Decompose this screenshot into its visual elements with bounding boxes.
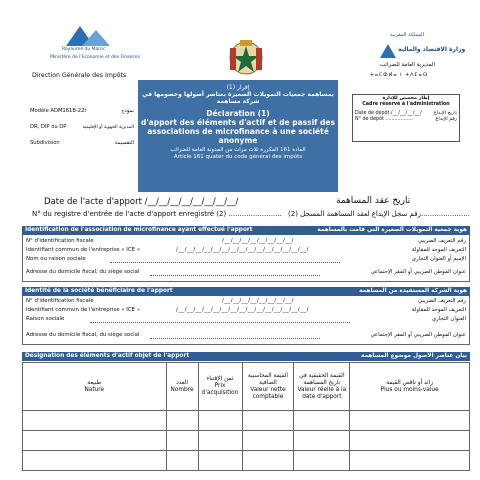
- meta-model: Modèle ADM161B-22I نموذج: [30, 108, 134, 114]
- col-prix: ثمن الإقتناء Prix d'acquisition: [198, 363, 242, 411]
- title-banner: [138, 80, 338, 192]
- registry-line-ar: رقم سجل الإيداع لعقد المساهمة المسجل (2)......................: [288, 210, 470, 218]
- cell[interactable]: [23, 451, 167, 471]
- left-logo: [62, 22, 118, 48]
- s1-row-name[interactable]: Nom ou raison sociale الإسم أو العنوان التجاري: [26, 256, 466, 262]
- s1-address-fill-line[interactable]: [150, 275, 320, 276]
- cell[interactable]: [23, 431, 167, 451]
- left-dgi: Direction Générale des Impôts: [32, 72, 127, 79]
- s2-row-name[interactable]: Raison sociale العنوان التجاري: [26, 316, 466, 322]
- cell[interactable]: [166, 431, 198, 451]
- cell[interactable]: [294, 431, 350, 451]
- banner-fr-title-2: d'apport des éléments d'actif et de passif des associations de microfinance à une société anonyme: [141, 118, 335, 145]
- banner-fr-article: Article 161 quater du code général des impôts: [173, 154, 303, 160]
- section1-header: Identification de l'association de microfinance ayant effectué l'apport هوية جمعية التمويلات الصغيرة التي قامت بالمساهمة: [22, 226, 470, 235]
- ministry-logo-right-icon: [378, 42, 398, 60]
- s2-row-if[interactable]: N° d'identification fiscale /__/__/__/__/__/__/__/__/ رقم التعريف الضريبي: [26, 298, 466, 304]
- cell[interactable]: [198, 451, 242, 471]
- cell[interactable]: [294, 411, 350, 431]
- left-ministry: Ministère de l'Economie et des Finances: [50, 55, 141, 60]
- table-row[interactable]: [23, 411, 470, 431]
- right-dgi: المديرية العامة للضرائب: [380, 62, 435, 68]
- s1-row-if[interactable]: N° d'identification fiscale /__/__/__/__/__/__/__/__/ رقم التعريف الضريبي: [26, 238, 466, 244]
- cell[interactable]: [242, 411, 294, 431]
- col-valeur-reelle: القيمة الحقيقية في تاريخ المساهمة Valeur réelle à la date d'apport: [294, 363, 350, 411]
- coat-of-arms: [224, 36, 268, 80]
- right-tifinagh: ⵜⴰⵎⵀⵍⴰ ⵏ ⵜⴷⵎⴰⵙ: [370, 72, 429, 78]
- s1-row-address[interactable]: Adresse du domicile fiscal, du siège social عنوان الموطن الضريبي أو المقر الإجتماعي: [26, 269, 466, 275]
- left-ministry-small: Royaume du Maroc: [62, 47, 106, 52]
- cell[interactable]: [198, 431, 242, 451]
- table-row[interactable]: [23, 451, 470, 471]
- ministry-logo-icon: [62, 22, 118, 48]
- cell[interactable]: [350, 451, 470, 471]
- banner-ar-article: المادة 161 المكررة ثلاث مرات من المدونة العامة للضرائب: [170, 147, 306, 153]
- banner-fr-title-1: Déclaration (1): [206, 109, 270, 118]
- cell[interactable]: [350, 411, 470, 431]
- date-line-ar: تاريخ عقد المساهمة: [336, 196, 411, 206]
- right-ministry: وزارة الاقتصاد والمالية: [398, 46, 466, 53]
- right-sub: المملكة المغربية: [390, 32, 424, 38]
- meta-subdivision: Subdivision التقسيمة: [30, 140, 134, 146]
- date-line-fr[interactable]: Date de l'acte d'apport /__/__/__/__/__/__/__/__/: [44, 197, 239, 207]
- s1-row-ice[interactable]: Identifiant commun de l'entreprise « ICE » /__/__/__/__/__/__/__/__/__/__/__/__/__/__/__/ التعريف الموحد للمقاولة: [26, 247, 466, 253]
- cell[interactable]: [350, 431, 470, 451]
- admin-box: إطار مخصص للإدارة Cadre réservé à l'administration Date de dépôt /__/__/__/__/ تاريخ الإيداع N° de dépôt .................. رقم الإيداع: [352, 94, 460, 142]
- section2-header: Identité de la société bénéficiaire de l'apport هوية الشركة المستفيدة من المساهمة: [22, 287, 470, 296]
- s2-row-address[interactable]: Adresse du domicile fiscal, du siège social عنوان الموطن الضريبي أو المقر الإجتماعي: [26, 332, 466, 338]
- cell[interactable]: [294, 451, 350, 471]
- col-nature: طبيعة Nature: [23, 363, 167, 411]
- cell[interactable]: [166, 451, 198, 471]
- coat-of-arms-icon: [224, 36, 268, 80]
- col-vnc: القيمة المحاسبية الصافية Valeur nette comptable: [242, 363, 294, 411]
- banner-ar-title-2: بمساهمة جمعيات التمويلات الصغيرة بعناصر أصولها وخصومها في شركة مساهمة: [142, 91, 334, 105]
- cell[interactable]: [166, 411, 198, 431]
- s2-name-fill-line[interactable]: [90, 322, 350, 323]
- banner-ar-title-1: إقرار (1): [226, 84, 250, 91]
- s1-name-fill-line[interactable]: [110, 262, 340, 263]
- col-nombre: العدد Nombre: [166, 363, 198, 411]
- col-plus-value: زائد أو ناقص القيمة Plus ou moins-value: [350, 363, 470, 411]
- table-row[interactable]: [23, 431, 470, 451]
- right-logo: [378, 42, 398, 60]
- assets-table-header: [23, 363, 470, 411]
- s2-address-fill-line[interactable]: [150, 338, 320, 339]
- cell[interactable]: [242, 451, 294, 471]
- cell[interactable]: [242, 431, 294, 451]
- registry-line-fr[interactable]: N° du registre d'entrée de l'acte d'apport enregistré (2) ........................: [32, 210, 282, 218]
- meta-dr: DR, DIP ou DP المديرية الجهوية أو الإقليمية: [30, 124, 134, 130]
- section3-header: Désignation des éléments d'actif objet de l'apport بيان عناصر الأصول موضوع المساهمة: [22, 352, 470, 361]
- assets-table: [22, 362, 470, 471]
- cell[interactable]: [198, 411, 242, 431]
- s2-row-ice[interactable]: Identifiant commun de l'entreprise « ICE » /__/__/__/__/__/__/__/__/__/__/__/__/__/__/__/ التعريف الموحد للمقاولة: [26, 307, 466, 313]
- cell[interactable]: [23, 411, 167, 431]
